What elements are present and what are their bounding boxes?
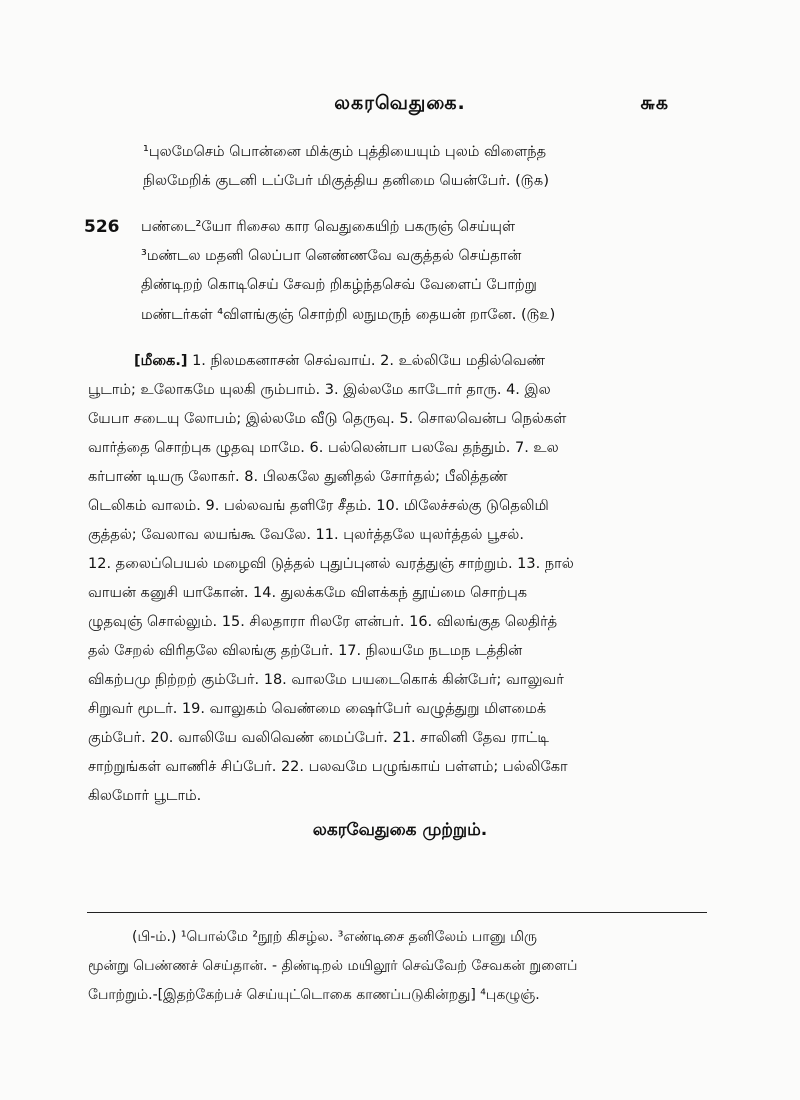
- verse-top-line-1: ¹புலமேசெம் பொன்னை மிக்கும் புத்தியையும் புலம் விளைந்த: [143, 144, 547, 160]
- notes-line-8: 12. தலைப்பெயல் மழைவி டுத்தல் புதுப்புனல் வரத்துஞ் சாற்றும். 13. நால்: [88, 556, 574, 572]
- verse-line-3: திண்டிறற் கொடிசெய் சேவற் றிகழ்ந்தசெவ் வேளைப் போற்று: [141, 277, 537, 293]
- footnote-line-3: போற்றும்.-[இதற்கேற்பச் செய்யுட்டொகை காணப்படுகின்றது] ⁴புகழுஞ்.: [88, 987, 540, 1003]
- page-number: ௬௧: [640, 92, 669, 114]
- verse-number: 526: [84, 217, 120, 237]
- notes-line-14: கும்பேர். 20. வாலியே வலிவெண் மைப்பேர். 21. சாலினி தேவ ராட்டி: [88, 730, 549, 746]
- notes-line-3: யேபா சடையு லோபம்; இல்லமே வீடு தெருவு. 5. சொலவென்ப நெல்கள்: [88, 411, 567, 427]
- footnote-divider: [87, 912, 707, 913]
- verse-top-line-2: நிலமேறிக் குடனி டப்பேர் மிகுத்திய தனிமை யென்பேர். (௫௧): [143, 173, 550, 189]
- verse-line-2: ³மண்டல மதனி லெப்பா னெண்ணவே வகுத்தல் செய்தான்: [141, 248, 522, 264]
- footnote-line-2: மூன்று பெண்ணச் செய்தான். - திண்டிறல் மயிலூர் செவ்வேற் சேவகன் றுளைப்: [88, 958, 578, 974]
- verse-line-4: மண்டர்கள் ⁴விளங்குஞ் சொற்றி லநுமருந் தையன் றானே. (௫௨): [141, 307, 556, 323]
- notes-line-16: கிலமோர் பூடாம்.: [88, 788, 202, 804]
- section-end-title: லகரவேதுகை முற்றும்.: [312, 820, 488, 840]
- notes-line-7: குத்தல்; வேலாவ லயங்கூ வேலே. 11. புலர்த்தலே யுலர்த்தல் பூசல்.: [88, 527, 524, 543]
- notes-line-1-text: 1. நிலமகனாசன் செவ்வாய். 2. உல்லியே மதில்வெண்: [192, 353, 546, 369]
- notes-line-13: சிறுவர் மூடர். 19. வாலுகம் வெண்மை ஷைர்பேர் வழுத்துறு மிளமைக்: [88, 701, 547, 717]
- notes-line-9: வாயன் கனுசி யாகோன். 14. துலக்கமே விளக்கந் தூய்மை சொற்புக: [88, 585, 528, 601]
- notes-line-2: பூடாம்; உலோகமே யுலகி ரும்பாம். 3. இல்லமே காடோர் தாரு. 4. இல: [88, 382, 551, 398]
- notes-line-15: சாற்றுங்கள் வாணிச் சிப்பேர். 22. பலவமே பழுங்காய் பள்ளம்; பல்லிகோ: [88, 759, 568, 775]
- verse-line-1: பண்டை²யோ ரிசைல கார வெதுகையிற் பகருஞ் செய்யுள்: [141, 219, 516, 235]
- notes-label: [மீகை.]: [134, 353, 188, 369]
- notes-line-5: கர்பாண் டியரு லோகர். 8. பிலகலே துனிதல் சோர்தல்; பீலித்தண்: [88, 469, 508, 485]
- notes-line-11: தல் சேறல் விரிதலே விலங்கு தற்பேர். 17. நிலயமே நடமந டத்தின்: [88, 643, 523, 659]
- notes-line-6: டெலிகம் வாலம். 9. பல்லவங் தளிரே சீதம். 10. மிலேச்சல்கு டுதெலிமி: [88, 498, 549, 514]
- notes-line-10: ழுதவுஞ் சொல்லும். 15. சிலதாரா ரிலரே ளன்பர். 16. விலங்குத லெதிர்த்: [88, 614, 558, 630]
- footnote-line-1: (பி-ம்.) ¹பொல்மே ²நூற் கிசழ்ல. ³எண்டிசை தனிலேம் பானு மிரு: [132, 929, 537, 945]
- page-header-title: லகரவெதுகை.: [334, 92, 466, 114]
- notes-line-12: விகற்பமு நிற்றற் கும்பேர். 18. வாலமே பயடைகொக் கின்பேர்; வாலுவர்: [88, 672, 564, 688]
- notes-line-4: வார்த்தை சொற்புக ழுதவு மாமே. 6. பல்லென்பா பலவே தந்தும். 7. உல: [88, 440, 559, 456]
- notes-line-1: [134, 352, 545, 370]
